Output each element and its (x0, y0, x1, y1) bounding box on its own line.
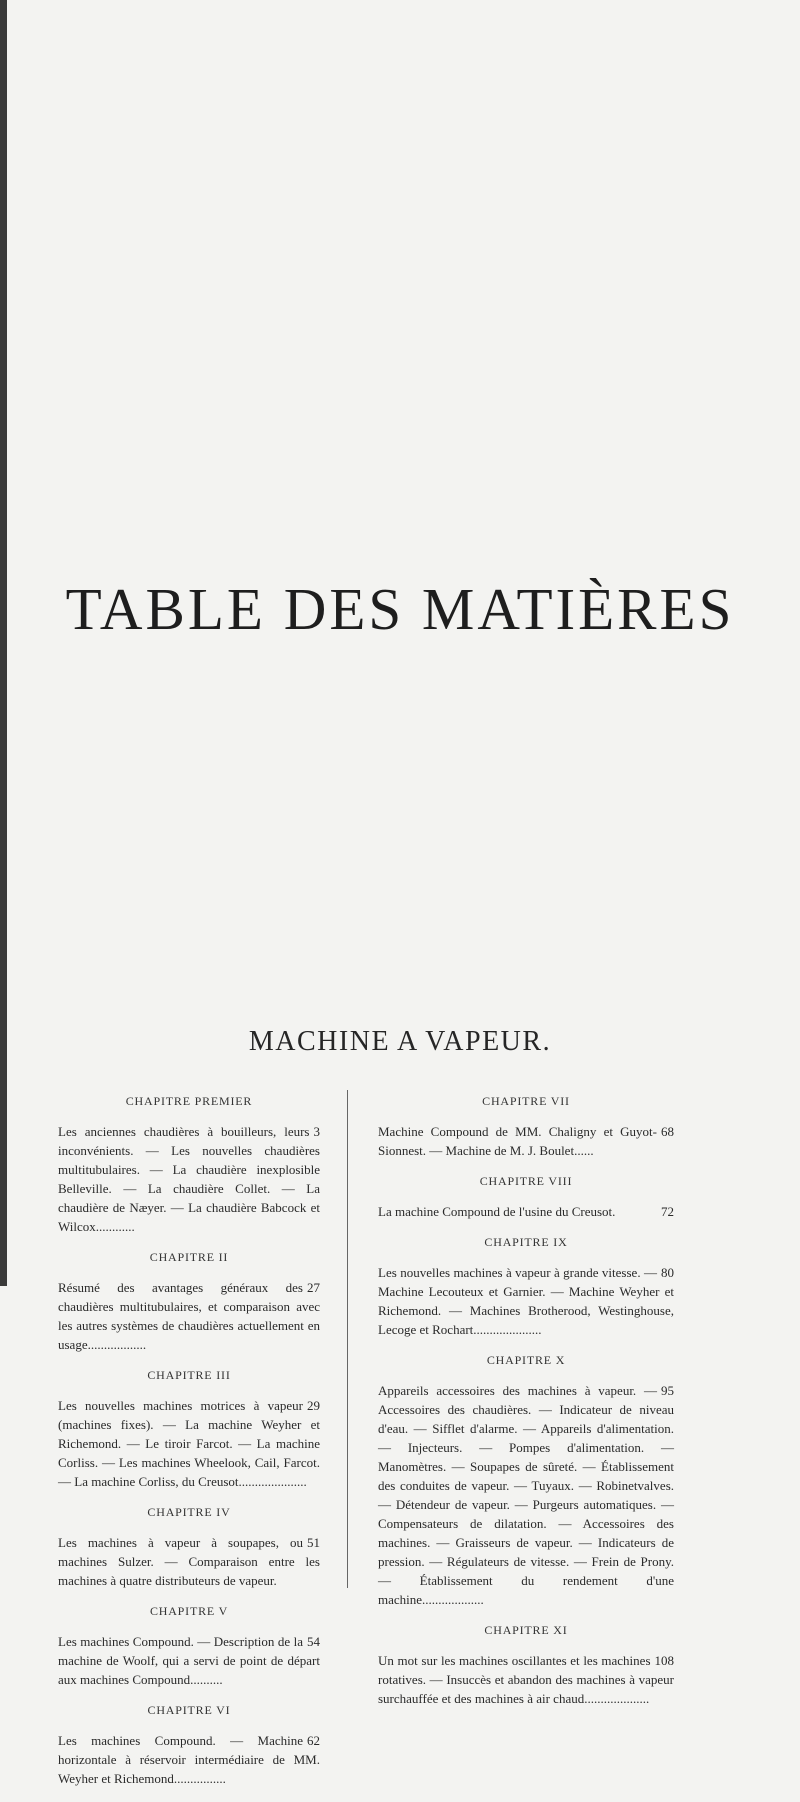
chapter-entry (378, 1353, 674, 1609)
chapter-summary: 72 La machine Compound de l'usine du Creusot. (378, 1204, 674, 1219)
page-number: 108 (654, 1653, 674, 1668)
chapter-entry (378, 1623, 674, 1708)
chapter-summary: 80 Les nouvelles machines à vapeur à grande vitesse. — Machine Lecouteux et Garnier. — Machine Weyher et Richemond. — Machines Brotherood, Westinghouse, Lecoge et Rochart..................... (378, 1265, 674, 1337)
chapter-entry (58, 1250, 320, 1354)
chapter-heading: CHAPITRE XI (484, 1623, 568, 1637)
chapter-entry (378, 1174, 674, 1221)
chapter-heading: CHAPITRE IV (147, 1505, 231, 1519)
page-number: 3 (313, 1124, 320, 1139)
chapter-entry (58, 1094, 320, 1236)
chapter-summary: 62 Les machines Compound. — Machine horizontale à réservoir intermédiaire de MM. Weyher et Richemond................ (58, 1733, 320, 1786)
chapter-heading: CHAPITRE III (147, 1368, 231, 1382)
chapter-entry (58, 1505, 320, 1590)
page-number: 68 (661, 1124, 674, 1139)
page-number: 54 (307, 1634, 320, 1649)
page-edge-shadow (0, 0, 7, 1286)
chapter-heading: CHAPITRE VI (147, 1703, 231, 1717)
chapter-entry (378, 1235, 674, 1339)
page-number: 27 (307, 1280, 320, 1295)
page-title: TABLE DES MATIÈRES (65, 576, 735, 642)
page-number: 95 (661, 1383, 674, 1398)
chapter-heading: CHAPITRE X (486, 1353, 566, 1367)
page-number: 62 (307, 1733, 320, 1748)
chapter-summary: 108 Un mot sur les machines oscillantes et les machines rotatives. — Insuccès et abandon des machines à vapeur surchauffée et des machines à air chaud.................... (378, 1653, 674, 1706)
page-number: 80 (661, 1265, 674, 1280)
chapter-summary: 27 Résumé des avantages généraux des chaudières multitubulaires, et comparaison avec les autres systèmes de chaudières actuellement en usage.................. (58, 1280, 320, 1352)
chapter-summary: 3 Les anciennes chaudières à bouilleurs, leurs inconvénients. — Les nouvelles chaudières multitubulaires. — La chaudière inexplosible Belleville. — La chaudière Collet. — La chaudière de Næyer. — La chaudière Babcock et Wilcox............ (58, 1124, 320, 1234)
chapter-entry (378, 1094, 674, 1160)
chapter-heading: CHAPITRE VIII (479, 1174, 573, 1188)
chapter-summary: 68 Machine Compound de MM. Chaligny et Guyot-Sionnest. — Machine de M. J. Boulet...... (378, 1124, 674, 1158)
left-column (58, 1094, 320, 1802)
column-divider (347, 1090, 348, 1588)
chapter-entry (58, 1703, 320, 1788)
chapter-summary: 54 Les machines Compound. — Description de la machine de Woolf, qui a servi de point de départ aux machines Compound.......... (58, 1634, 320, 1687)
chapter-summary: 95 Appareils accessoires des machines à vapeur. — Accessoires des chaudières. — Indicateur de niveau d'eau. — Sifflet d'alarme. — Appareils d'alimentation. — Injecteurs. — Pompes d'alimentation. — Manomètres. — Soupapes de sûreté. — Établissement des conduites de vapeur. — Tuyaux. — Robinetvalves. — Détendeur de vapeur. — Purgeurs automatiques. — Compensateurs de dilatation. — Accessoires des machines. — Graisseurs de vapeur. — Indicateurs de pression. — Régulateurs de vitesse. — Frein de Prony. — Établissement du rendement d'une machine................... (378, 1383, 674, 1607)
chapter-heading: CHAPITRE V (149, 1604, 229, 1618)
page-number: 72 (661, 1204, 674, 1219)
chapter-heading: CHAPITRE VII (482, 1094, 570, 1108)
chapter-summary: 51 Les machines à vapeur à soupapes, ou machines Sulzer. — Comparaison entre les machines à quatre distributeurs de vapeur. (58, 1535, 320, 1588)
section-title: MACHINE A VAPEUR. (248, 1026, 552, 1057)
right-column (378, 1094, 674, 1722)
chapter-heading: CHAPITRE IX (484, 1235, 568, 1249)
chapter-heading: CHAPITRE II (149, 1250, 229, 1264)
page-number: 51 (307, 1535, 320, 1550)
page-number: 29 (307, 1398, 320, 1413)
chapter-entry (58, 1604, 320, 1689)
chapter-entry (58, 1368, 320, 1491)
chapter-summary: 29 Les nouvelles machines motrices à vapeur (machines fixes). — La machine Weyher et Richemond. — Le tiroir Farcot. — La machine Corliss. — Les machines Wheelook, Cail, Farcot. — La machine Corliss, du Creusot..................... (58, 1398, 320, 1489)
chapter-heading: CHAPITRE PREMIER (125, 1094, 253, 1108)
